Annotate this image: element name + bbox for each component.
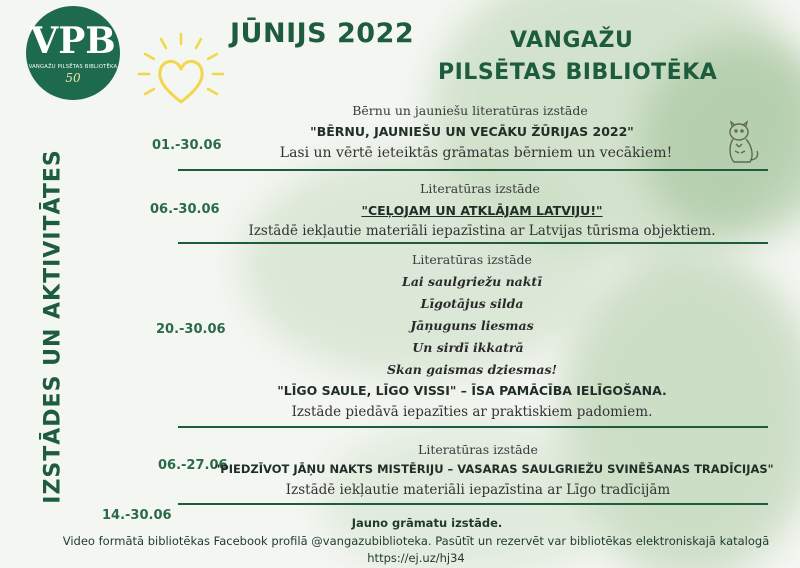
catalog-link[interactable]: https://ej.uz/hj34	[367, 551, 465, 565]
event-description: Lasi un vērtē ieteiktās grāmatas bērniem un vecākiem!	[279, 145, 673, 161]
event-description: Video formātā bibliotēkas Facebook profilā @vangazubiblioteka. Pasūtīt un rezervēt var bibliotēkas elektroniskajā katalogā	[62, 534, 770, 548]
poem-line: Līgotājus silda	[420, 296, 524, 311]
logo-mark: VPB	[30, 19, 116, 62]
event-headline: "PIEDZĪVOT JĀŅU NAKTS MISTĒRIJU – VASARAS SAULGRIEŽU SVINĒŠANAS TRADĪCIJAS"	[214, 462, 774, 476]
side-title-text: IZSTĀDES UN AKTIVITĀTES	[40, 148, 66, 504]
logo-name: VANGAŽU PILSĒTAS BIBLIOTĒKA	[28, 63, 118, 70]
heart-icon	[133, 28, 229, 124]
library-logo	[26, 6, 120, 100]
poem-line: Skan gaismas dziesmas!	[387, 362, 557, 377]
section-divider	[178, 426, 768, 428]
event-date: 06.-27.06	[158, 458, 228, 473]
section-divider	[178, 242, 768, 244]
library-title-line2: PILSĒTAS BIBLIOTĒKA	[438, 60, 718, 85]
tiger-icon	[722, 120, 762, 164]
event-description: Izstādē iekļautie materiāli iepazīstina ar Līgo tradīcijām	[285, 482, 671, 498]
event-date: 06.-30.06	[150, 202, 220, 217]
section-divider	[178, 503, 768, 505]
poem-line: Lai saulgriežu naktī	[402, 274, 542, 289]
event-description: Izstāde piedāvā iepazīties ar praktiskiem padomiem.	[291, 404, 653, 420]
poem-line: Un sirdī ikkatrā	[412, 340, 524, 355]
event-headline: Jauno grāmatu izstāde.	[351, 516, 503, 530]
event-description: Izstādē iekļautie materiāli iepazīstina ar Latvijas tūrisma objektiem.	[248, 223, 716, 239]
event-headline: "CEĻOJAM UN ATKLĀJAM LATVIJU!"	[361, 203, 603, 218]
poem-line: Jāņuguns liesmas	[410, 318, 534, 333]
library-title-line1: VANGAŽU	[510, 28, 634, 53]
month-title: JŪNIJS 2022	[230, 18, 415, 49]
event-subtitle: Literatūras izstāde	[412, 252, 532, 267]
logo-anniversary: 50	[65, 70, 81, 85]
event-date: 20.-30.06	[156, 322, 226, 337]
event-date: 01.-30.06	[152, 138, 222, 153]
event-subtitle: Literatūras izstāde	[418, 442, 538, 457]
event-date: 14.-30.06	[102, 508, 172, 523]
section-divider	[178, 169, 768, 171]
side-title	[38, 136, 68, 516]
event-subtitle: Bērnu un jauniešu literatūras izstāde	[352, 103, 588, 118]
event-headline: "LĪGO SAULE, LĪGO VISSI" – ĪSA PAMĀCĪBA IELĪGOŠANA.	[277, 383, 667, 398]
event-headline: "BĒRNU, JAUNIEŠU UN VECĀKU ŽŪRIJAS 2022"	[310, 124, 634, 139]
event-subtitle: Literatūras izstāde	[420, 181, 540, 196]
